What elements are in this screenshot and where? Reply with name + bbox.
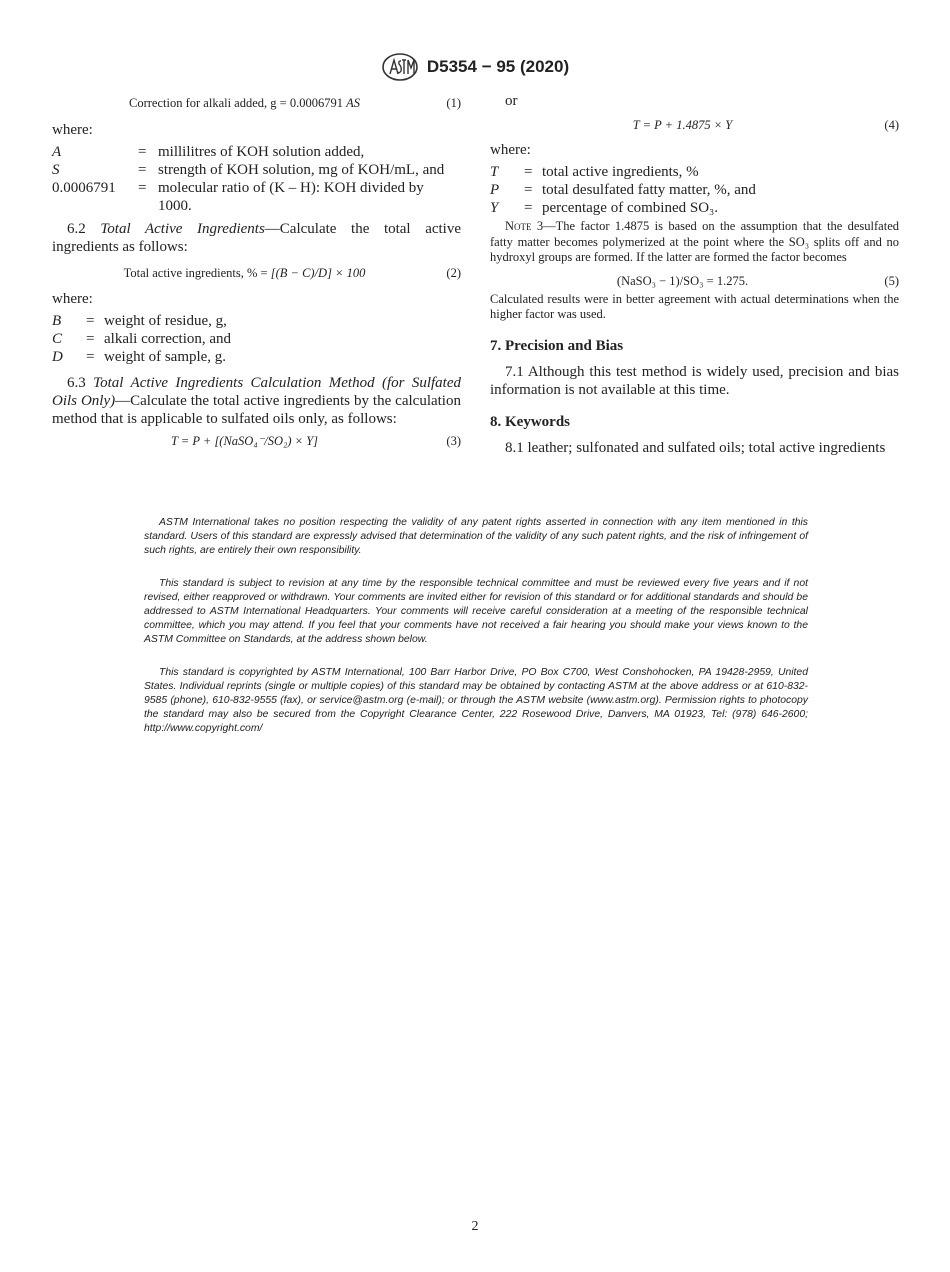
copyright-notice: This standard is copyrighted by ASTM International, 100 Barr Harbor Drive, PO Box C700, West Conshohocken, PA 19428-2959, United States. Individual reprints (single or multiple copies) of this standard may be obtained by contacting ASTM at the above address or at 610-832-9585 (phone), 610-832-9555 (fax), or service@astm.org (e-mail); or through the ASTM website (www.astm.org). Permission rights to photocopy the standard may also be secured from the Copyright Clearance Center, 222 Rosewood Drive, Danvers, MA 01923, Tel: (978) 646-2600; http://www.copyright.com/ [144,667,808,734]
definition-row: C = alkali correction, and [52,331,232,347]
or-text: or [505,93,518,109]
standard-designation: D5354 − 95 (2020) [426,57,570,76]
note-3: Note 3—The factor 1.4875 is based on the assumption that the desulfated fatty matter becomes polymerized at the point where the SO₃ splits off and no hydroxyl groups are formed. If the latter are formed the factor becomes [490,219,899,264]
left-column [52,92,461,452]
definition-row: 0.0006791 = molecular ratio of (K – H): KOH divided by 1000. [52,180,424,214]
section-8-1: 8.1 leather; sulfonated and sulfated oils; total active ingredients [505,439,886,456]
definitions-1 [52,143,461,215]
definition-row: D = weight of sample, g. [52,349,227,365]
where-label-3: where: [490,142,531,158]
definition-row: T = total active ingredients, % [490,164,699,180]
definition-row: S = strength of KOH solution, mg of KOH/mL, and [52,162,445,178]
equation-1-var: AS [346,96,360,110]
equation-4: T = P + 1.4875 × Y (4) [632,118,899,132]
section-7-heading: 7. Precision and Bias [490,337,624,354]
equation-5: (NaSO₃ − 1)/SO₃ = 1.275. (5) [616,273,899,288]
definitions-2 [52,312,461,366]
page-number: 2 [471,1219,479,1234]
definition-row: Y = percentage of combined SO₃. [490,200,719,216]
definition-row: P = total desulfated fatty matter, %, and [490,182,756,198]
equation-1-number: (1) [446,96,461,110]
section-8-heading: 8. Keywords [490,413,570,430]
definition-row: B = weight of residue, g, [52,313,227,329]
section-6-3: 6.3 Total Active Ingredients Calculation Method (for Sulfated Oils Only)—Calculate the total active ingredients by the calculation method that is applicable to sulfated oils only, as follows: [52,375,462,427]
definitions-3 [490,163,899,217]
astm-logo-icon [381,52,419,82]
section-6-2: 6.2 Total Active Ingredients—Calculate the total active ingredients as follows: [52,221,462,255]
where-label-1: where: [52,122,93,138]
equation-2: Total active ingredients, % = [(B − C)/D] × 100 (2) [123,266,461,280]
section-7-1: 7.1 Although this test method is widely used, precision and bias information is not available at this time. [490,363,899,398]
right-column [490,92,899,457]
note-continued: Calculated results were in better agreement with actual determinations when the higher factor was used. [490,291,899,321]
equation-3: T = P + [(NaSO₄⁻/SO₂) × Y] (3) [170,434,461,448]
equation-1 [52,92,461,114]
page-header [0,52,950,82]
definition-row: A = millilitres of KOH solution added, [52,144,365,160]
where-label-2: where: [52,291,93,307]
equation-1-label: Correction for alkali added, g = 0.0006791 [129,96,347,110]
revision-notice: This standard is subject to revision at any time by the responsible technical committee and must be reviewed every five years and if not revised, either reapproved or withdrawn. Your comments are invited either for revision of this standard or for additional standards and should be addressed to ASTM International Headquarters. Your comments will receive careful consideration at a meeting of the responsible technical committee, which you may attend. If you feel that your comments have not received a fair hearing you should make your views known to the ASTM Committee on Standards, at the address shown below. [144,578,808,645]
patent-notice: ASTM International takes no position respecting the validity of any patent rights asserted in connection with any item mentioned in this standard. Users of this standard are expressly advised that determination of the validity of any such patent rights, and the risk of infringement of such rights, are entirely their own responsibility. [144,517,808,556]
